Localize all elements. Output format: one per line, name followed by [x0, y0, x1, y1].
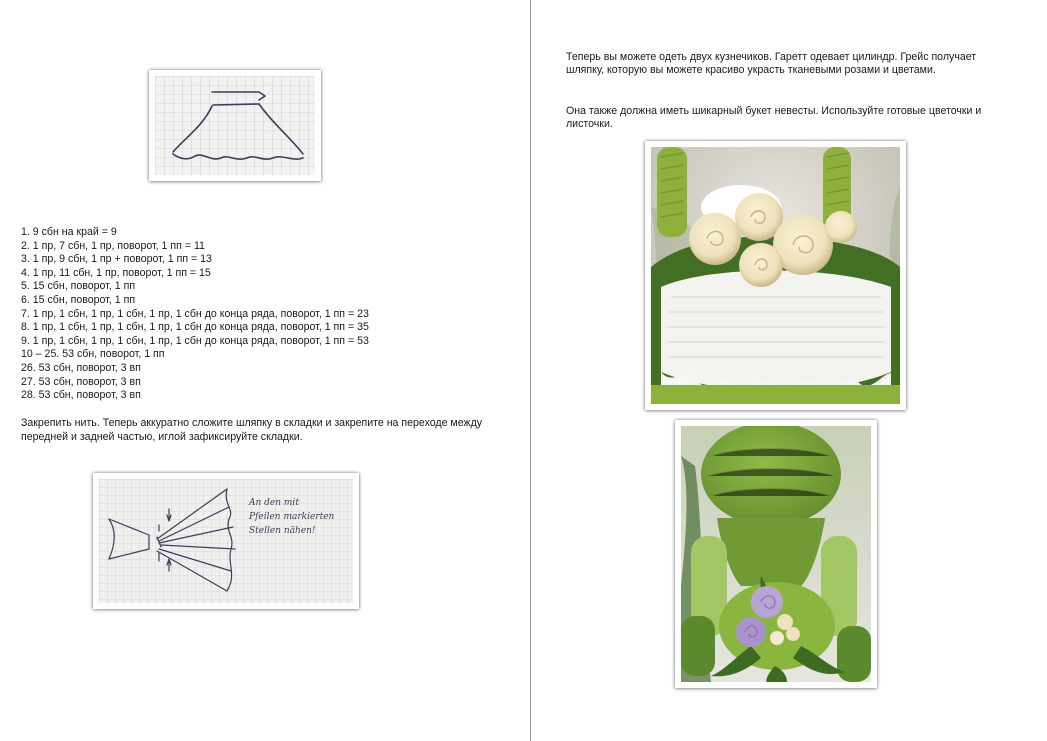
- page-divider: [530, 0, 531, 741]
- bow-sketch-photo: [93, 473, 359, 609]
- pattern-row: 27. 53 сбн, поворот, 3 вп: [21, 375, 141, 388]
- intro-paragraph: Теперь вы можете одеть двух кузнечиков. Гаретт одевает цилиндр. Грейс получает шляпку, которую вы можете красиво украсть тканевыми розами и цветами.: [566, 51, 977, 76]
- pattern-row: 5. 15 сбн, поворот, 1 пп: [21, 280, 136, 293]
- pattern-row: 26. 53 сбн, поворот, 3 вп: [21, 361, 141, 374]
- pattern-row: 3. 1 пр, 9 сбн, 1 пр + поворот, 1 пп = 13: [21, 253, 212, 266]
- pattern-row: 6. 15 сбн, поворот, 1 пп: [21, 293, 136, 306]
- pattern-row: 10 – 25. 53 сбн, поворот, 1 пп: [21, 348, 165, 361]
- bouquet-paragraph: Она также должна иметь шикарный букет невесты. Используйте готовые цветочки и листочки.: [566, 105, 982, 130]
- pattern-row: 2. 1 пр, 7 сбн, 1 пр, поворот, 1 пп = 11: [21, 239, 205, 252]
- handwriting-line: Stellen nähen!: [249, 526, 316, 536]
- pattern-row: 8. 1 пр, 1 сбн, 1 пр, 1 сбн, 1 пр, 1 сбн до конца ряда, поворот, 1 пп = 35: [21, 321, 369, 334]
- bow-sketch-drawing: [99, 479, 353, 603]
- handwriting-line: Pfeilen markierten: [249, 512, 335, 522]
- pattern-row: 4. 1 пр, 11 сбн, 1 пр, поворот, 1 пп = 15: [21, 266, 211, 279]
- pattern-row: 9. 1 пр, 1 сбн, 1 пр, 1 сбн, 1 пр, 1 сбн до конца ряда, поворот, 1 пп = 53: [21, 334, 369, 347]
- pattern-row: 7. 1 пр, 1 сбн, 1 пр, 1 сбн, 1 пр, 1 сбн до конца ряда, поворот, 1 пп = 23: [21, 307, 369, 320]
- hat-roses-image: [651, 147, 900, 404]
- handwriting-line: An den mit: [249, 498, 299, 508]
- hat-sketch-drawing: [155, 76, 315, 175]
- hat-sketch-photo: [149, 70, 321, 181]
- hat-roses-photo: [645, 141, 906, 410]
- bouquet-image: [681, 426, 871, 682]
- pattern-row: 1. 9 сбн на край = 9: [21, 226, 117, 238]
- bouquet-photo: [675, 420, 877, 688]
- pattern-rows: [21, 226, 501, 403]
- pattern-row: 28. 53 сбн, поворот, 3 вп: [21, 389, 141, 402]
- finishing-note: Закрепить нить. Теперь аккуратно сложите шляпку в складки и закрепите на переходе между передней и задней частью, иглой зафиксируйте складки.: [21, 417, 483, 443]
- right-page: [532, 0, 1047, 741]
